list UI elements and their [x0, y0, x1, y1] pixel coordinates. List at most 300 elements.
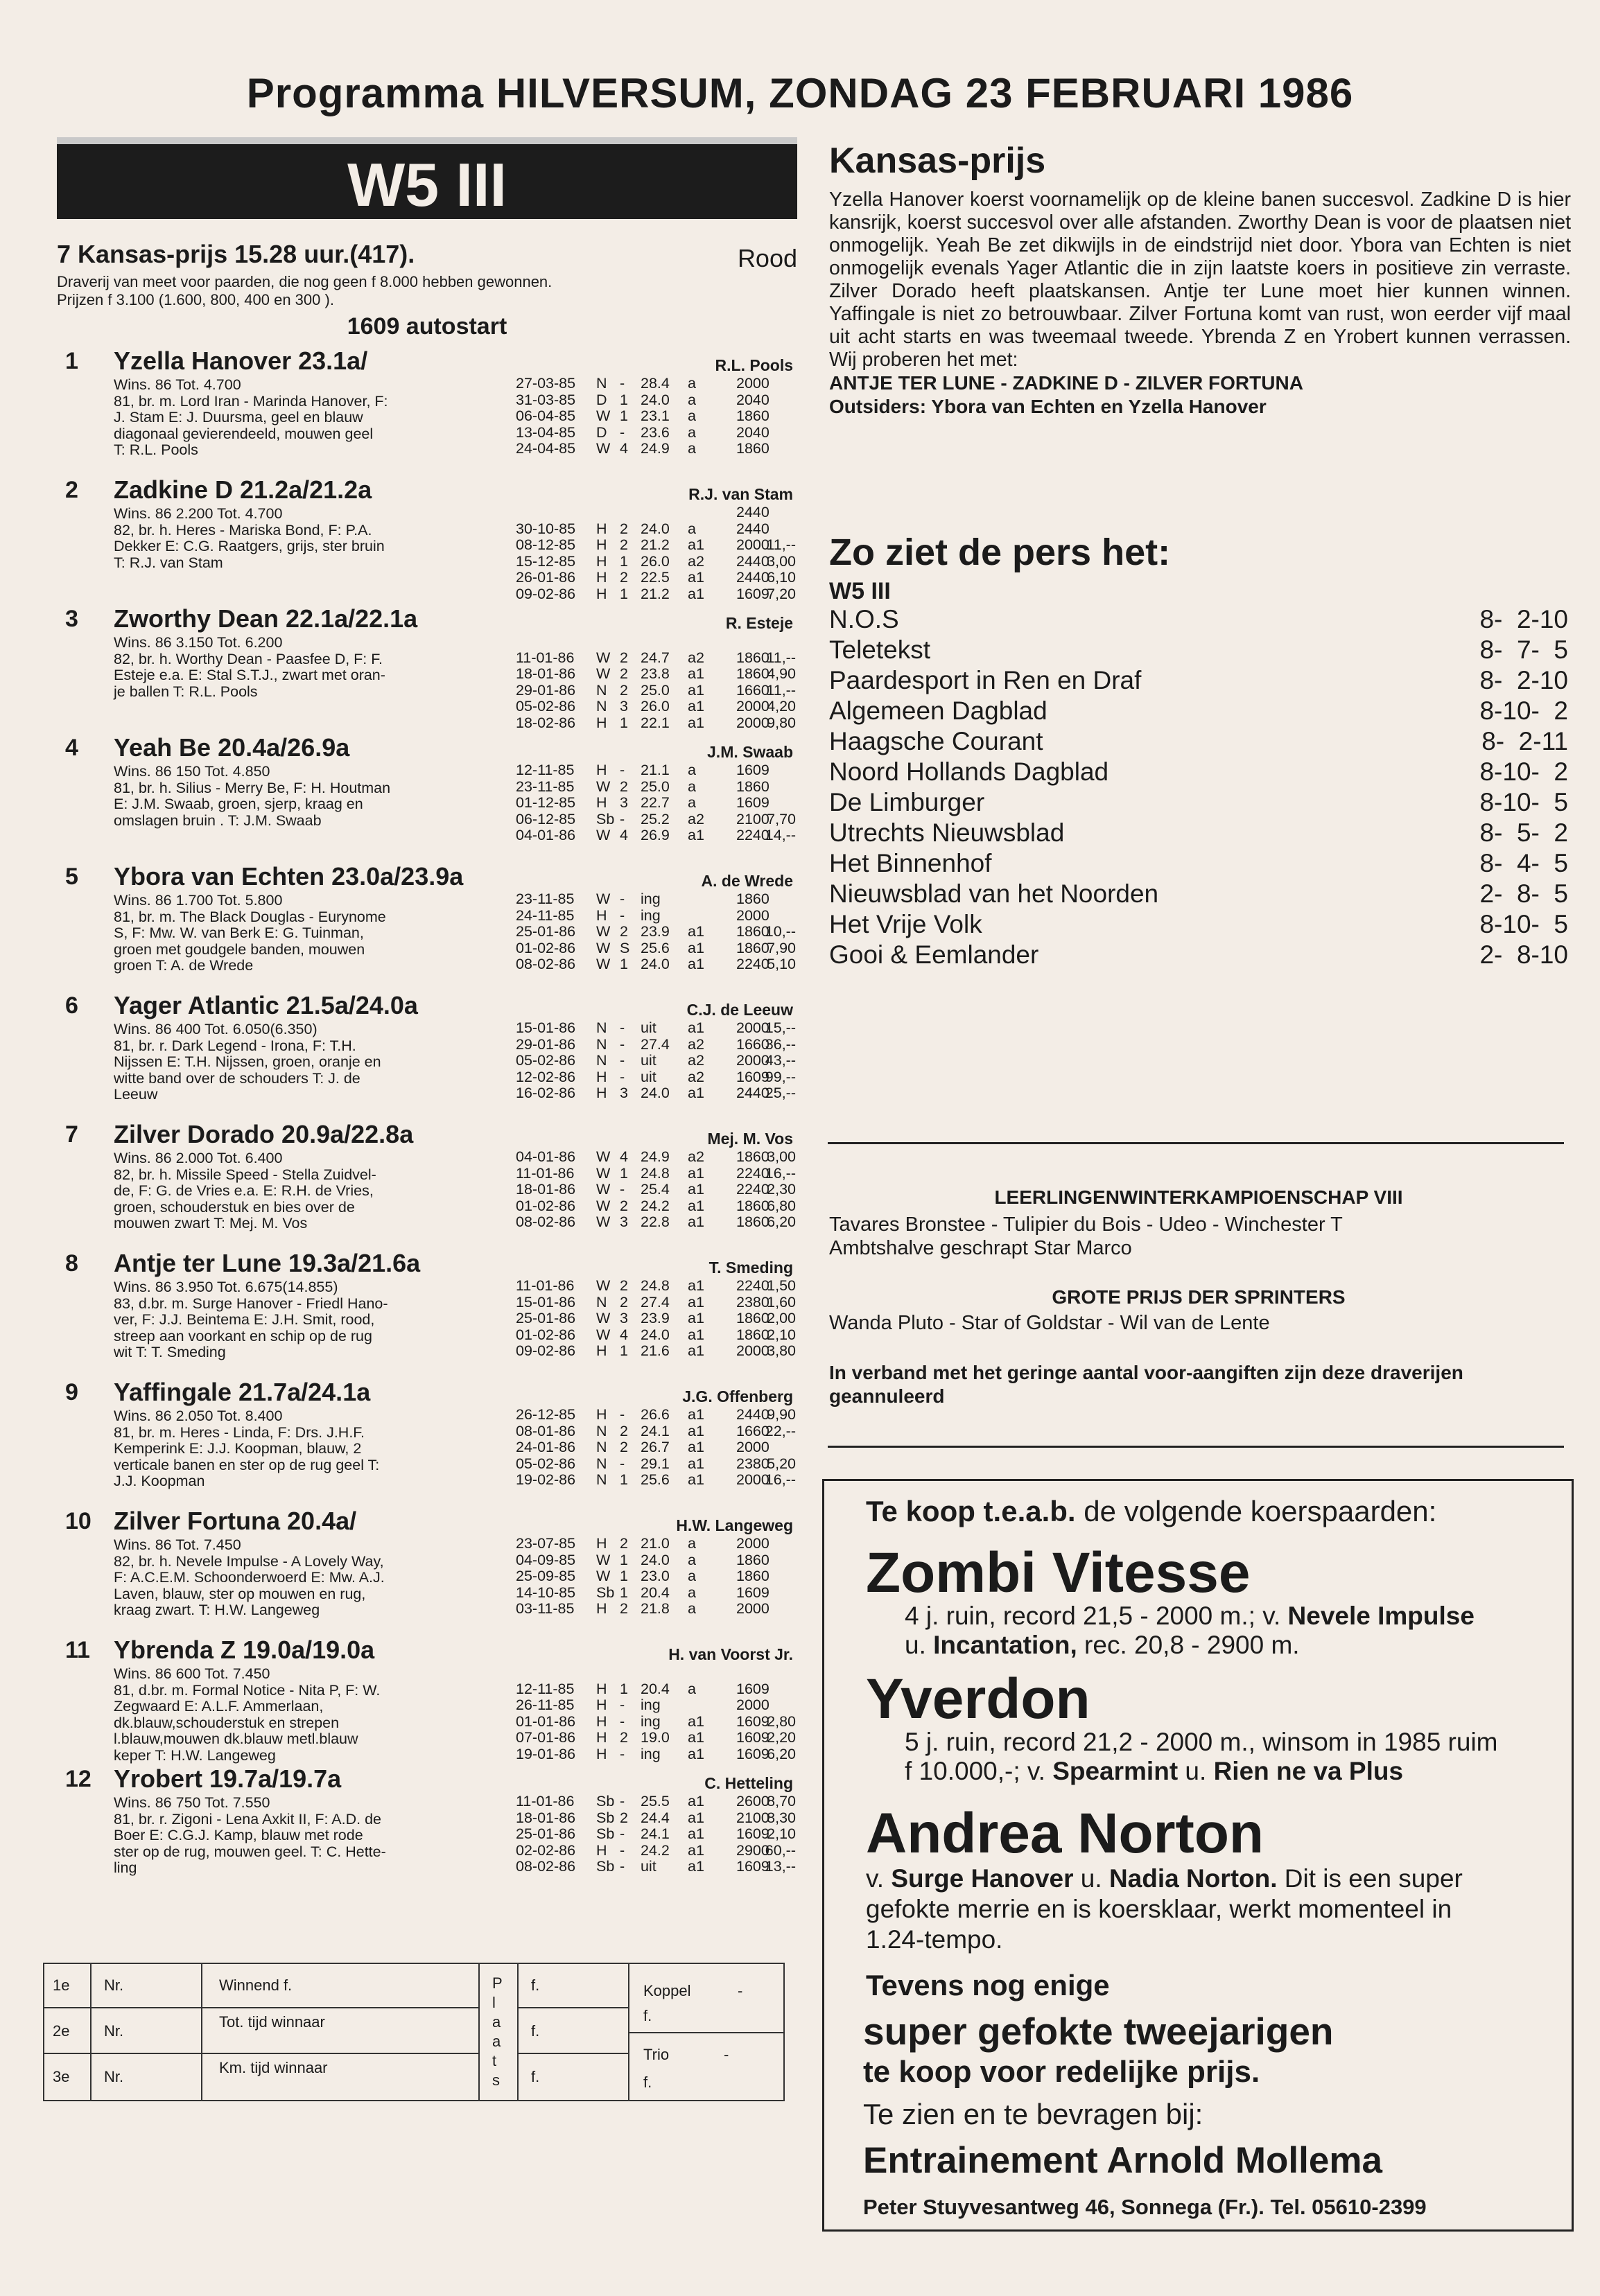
form-cell: 21.2 — [641, 536, 670, 553]
horse-description-line: wit T: T. Smeding — [114, 1344, 226, 1360]
form-cell: a1 — [688, 1729, 704, 1746]
form-cell: W — [596, 408, 611, 424]
f-1: f. — [531, 1977, 540, 1994]
horse-description-line: groen met goudgele banden, mouwen — [114, 940, 365, 958]
form-cell: H — [596, 1535, 607, 1552]
form-cell: 1860 — [736, 440, 769, 457]
form-cell: - — [620, 906, 625, 924]
form-cell: 23.9 — [641, 1310, 670, 1326]
horse-description — [114, 506, 505, 571]
form-cell: 27.4 — [641, 1293, 670, 1311]
form-row — [516, 715, 796, 732]
form-cell: 1 — [620, 956, 628, 972]
form-cell: a1 — [688, 1085, 704, 1101]
form-cell: 24-01-86 — [516, 1439, 576, 1455]
form-cell: 1609 — [736, 1584, 769, 1601]
form-cell: 11,-- — [766, 536, 796, 553]
form-cell: a1 — [688, 1745, 704, 1762]
form-cell: 07-01-86 — [516, 1729, 576, 1746]
form-row — [516, 762, 796, 779]
form-cell: 22.1 — [641, 714, 670, 731]
form-cell: 2000 — [736, 698, 769, 715]
form-cell: - — [620, 1406, 625, 1423]
form-cell: a1 — [688, 1841, 704, 1859]
form-cell: 06-04-85 — [516, 408, 576, 424]
form-row — [516, 827, 796, 844]
ad-dam: Nadia Norton. — [1108, 1864, 1278, 1893]
horse-form — [516, 505, 796, 602]
horse-number: 6 — [65, 992, 78, 1019]
form-cell: 09-02-86 — [516, 585, 576, 602]
form-cell: 05-02-86 — [516, 1052, 576, 1069]
form-cell: a1 — [688, 665, 704, 682]
horse-description — [114, 635, 505, 700]
pers-row — [829, 849, 1571, 879]
form-row — [516, 956, 796, 973]
form-cell: 08-02-86 — [516, 956, 576, 972]
pers-subtitle: W5 III — [829, 578, 891, 604]
pers-tip: 8-10- 5 — [1479, 788, 1568, 816]
horse-description-line: S, F: Mw. W. van Berk E: G. Tuinman, — [114, 924, 364, 941]
horse-form — [516, 891, 796, 973]
trio-f: f. — [643, 2074, 652, 2091]
form-cell: 3 — [620, 1213, 628, 1230]
form-cell: 01-12-85 — [516, 794, 576, 811]
form-cell: 2 — [620, 1277, 628, 1294]
horse-description-line: Wins. 86 750 Tot. 7.550 — [114, 1794, 270, 1811]
form-cell: 25.2 — [641, 810, 670, 827]
form-cell: a — [688, 1680, 696, 1697]
form-cell: a — [688, 762, 696, 778]
form-row — [516, 1407, 796, 1423]
horse-description — [114, 377, 505, 459]
form-cell: 27-03-85 — [516, 375, 576, 392]
form-cell: 05-02-86 — [516, 1455, 576, 1472]
form-cell: 20.4 — [641, 1584, 670, 1601]
form-cell: 2380 — [736, 1293, 769, 1311]
ad-text: u. — [905, 1631, 934, 1659]
horse-description-line: kraag zwart. T: H.W. Langeweg — [114, 1602, 320, 1618]
form-cell: 1 — [620, 408, 628, 424]
form-cell: 19.0 — [641, 1729, 670, 1746]
horse-description-line: Kemperink E: J.J. Koopman, blauw, 2 — [114, 1440, 362, 1457]
form-cell: 02-02-86 — [516, 1841, 576, 1859]
form-cell: N — [596, 1471, 607, 1488]
form-cell: 16,-- — [765, 1164, 796, 1182]
form-row — [516, 1843, 796, 1859]
form-cell: 25.4 — [641, 1181, 670, 1198]
form-cell: a1 — [688, 569, 704, 586]
nr-1: Nr. — [104, 1977, 124, 1994]
form-cell: W — [596, 939, 611, 956]
form-cell: 04-09-85 — [516, 1551, 576, 1568]
horse-number: 2 — [65, 477, 78, 503]
horse-description-line: 81, br. m. Lord Iran - Marinda Hanover, F: — [114, 392, 388, 410]
ad-dam: Rien ne va Plus — [1213, 1757, 1404, 1785]
race-header — [57, 234, 797, 272]
form-cell: 18-01-86 — [516, 1809, 576, 1826]
form-cell: 11-01-86 — [516, 1793, 575, 1809]
form-cell: N — [596, 681, 607, 699]
form-cell: W — [596, 1213, 611, 1230]
horse-description-line: diagonaal gevierendeeld, mouwen geel — [114, 425, 374, 442]
form-cell: H — [596, 1342, 607, 1359]
form-cell: 24.0 — [641, 391, 670, 408]
horse-number: 9 — [65, 1379, 78, 1405]
horse-name: Zworthy Dean 22.1a/22.1a — [114, 604, 418, 633]
form-cell: 2,10 — [767, 1326, 796, 1343]
form-cell: 24.4 — [641, 1809, 670, 1826]
pers-row — [829, 879, 1571, 910]
form-cell: a2 — [688, 1148, 704, 1165]
form-cell: 1 — [620, 1568, 628, 1584]
result-table — [43, 1963, 785, 2101]
page-title: Programma HILVERSUM, ZONDAG 23 FEBRUARI 1986 — [246, 70, 1354, 116]
horse-description-line: Wins. 86 3.150 Tot. 6.200 — [114, 634, 283, 651]
pers-row — [829, 727, 1571, 757]
form-cell: 11-01-86 — [516, 1164, 575, 1182]
horse-description-line: 81, br. h. Silius - Merry Be, F: H. Houtman — [114, 779, 391, 796]
form-cell: 08-01-86 — [516, 1422, 576, 1439]
form-row — [516, 537, 796, 554]
horse-description-line: J.J. Koopman — [114, 1473, 205, 1489]
form-cell: 1660 — [736, 1035, 769, 1053]
form-cell: 20.4 — [641, 1680, 670, 1697]
form-cell: H — [596, 794, 607, 811]
form-cell: 7,70 — [767, 810, 796, 827]
sprinters-title: GROTE PRIJS DER SPRINTERS — [1052, 1286, 1346, 1308]
horse-trainer: C. Hetteling — [704, 1774, 793, 1792]
form-cell: 11-01-86 — [516, 1277, 575, 1294]
form-cell: 25,-- — [765, 1085, 796, 1101]
form-cell: a1 — [688, 681, 704, 699]
form-cell: 25.5 — [641, 1793, 670, 1809]
form-cell: 24-04-85 — [516, 440, 576, 457]
form-row — [516, 683, 796, 699]
form-cell: 2240 — [736, 1277, 769, 1294]
form-cell: 23.8 — [641, 665, 670, 682]
horse-description-line: Zegwaard E: A.L.F. Ammerlaan, — [114, 1698, 324, 1715]
form-cell: 30-10-85 — [516, 520, 576, 537]
form-row — [516, 1020, 796, 1037]
form-cell: H — [596, 906, 607, 924]
form-cell: H — [596, 1600, 607, 1617]
form-cell: 4,20 — [767, 698, 796, 715]
form-row — [516, 1472, 796, 1489]
form-cell: 14-10-85 — [516, 1584, 576, 1601]
form-cell: a1 — [688, 923, 704, 940]
pers-source: Nieuwsblad van het Noorden — [829, 879, 1159, 908]
form-cell: 2000 — [736, 1471, 769, 1488]
form-cell: a2 — [688, 1052, 704, 1069]
pers-source: Het Binnenhof — [829, 849, 992, 877]
horse-number: 1 — [65, 348, 78, 374]
ad-horse-name: Yverdon — [866, 1667, 1090, 1730]
form-cell: 03-11-85 — [516, 1600, 575, 1617]
form-cell: W — [596, 827, 611, 843]
form-cell: 26.0 — [641, 552, 670, 570]
form-cell: a1 — [688, 585, 704, 602]
horse-number: 10 — [65, 1508, 92, 1534]
pers-row — [829, 696, 1571, 727]
horse-name: Ybora van Echten 23.0a/23.9a — [114, 862, 464, 891]
horse-description-line: 82, br. h. Heres - Mariska Bond, F: P.A. — [114, 521, 372, 538]
form-cell: 1609 — [736, 762, 769, 778]
ad-text: Dit is een super — [1277, 1864, 1463, 1893]
form-row — [516, 1730, 796, 1746]
form-row — [516, 1278, 796, 1295]
form-cell: 09-02-86 — [516, 1342, 576, 1359]
form-cell: H — [596, 1697, 607, 1713]
row-divider — [519, 2053, 629, 2054]
form-cell: H — [596, 1068, 607, 1085]
horse-description-line: ster op de rug, mouwen geel. T: C. Hette- — [114, 1843, 386, 1860]
place-1: 1e — [53, 1977, 70, 1994]
pers-source: Paardesport in Ren en Draf — [829, 666, 1142, 694]
form-cell: H — [596, 569, 607, 586]
form-cell: W — [596, 1277, 611, 1294]
horse-description-line: F: A.C.E.M. Schoonderwoerd E: Mw. A.J. — [114, 1569, 385, 1586]
form-row — [516, 1568, 796, 1585]
race-title: 7 Kansas-prijs 15.28 uur.(417). — [57, 240, 415, 268]
ad-address: Peter Stuyvesantweg 46, Sonnega (Fr.). Tel. 05610-2399 — [863, 2195, 1427, 2219]
form-cell: 1 — [620, 391, 628, 408]
horse-entry — [57, 1763, 797, 1892]
form-cell: 2040 — [736, 391, 769, 408]
race-conditions — [57, 273, 797, 309]
horse-description-line: Nijssen E: T.H. Nijssen, groen, oranje en — [114, 1053, 381, 1070]
form-cell: a — [688, 391, 696, 408]
form-row — [516, 1552, 796, 1569]
form-row — [516, 1085, 796, 1102]
form-cell: 01-02-86 — [516, 939, 576, 956]
form-row — [516, 1697, 796, 1714]
form-cell: a1 — [688, 1406, 704, 1423]
form-cell: Sb — [596, 1809, 615, 1826]
form-cell: uit — [641, 1858, 656, 1875]
pers-row — [829, 818, 1571, 849]
form-cell: 12-11-85 — [516, 1680, 575, 1697]
form-cell: 1 — [620, 1471, 628, 1488]
form-cell: W — [596, 891, 611, 907]
ad-intro-rest: de volgende koerspaarden: — [1075, 1495, 1437, 1527]
form-cell: a1 — [688, 1342, 704, 1359]
form-cell: 9,80 — [767, 714, 796, 731]
form-cell: 2,00 — [767, 1310, 796, 1326]
form-row — [516, 1295, 796, 1311]
form-row — [516, 425, 796, 441]
form-cell: 27.4 — [641, 1035, 670, 1053]
form-row — [516, 699, 796, 715]
place-2: 2e — [53, 2022, 70, 2040]
form-row — [516, 1069, 796, 1086]
horse-number: 8 — [65, 1250, 78, 1277]
pers-row — [829, 788, 1571, 818]
form-cell: a1 — [688, 1277, 704, 1294]
ad-horse-info — [905, 1602, 1542, 1660]
form-cell: 29-01-86 — [516, 681, 576, 699]
form-cell: - — [620, 810, 625, 827]
horse-name: Yzella Hanover 23.1a/ — [114, 347, 368, 375]
form-cell: H — [596, 1712, 607, 1730]
form-row — [516, 1198, 796, 1215]
form-cell: 24.2 — [641, 1197, 670, 1214]
horse-trainer: J.M. Swaab — [707, 743, 793, 761]
nr-3: Nr. — [104, 2068, 124, 2085]
place-3: 3e — [53, 2068, 70, 2085]
horse-form — [516, 762, 796, 844]
horse-form — [516, 1407, 796, 1489]
form-cell: 1860 — [736, 1326, 769, 1343]
form-cell: 2440 — [736, 504, 769, 520]
horse-description-line: Wins. 86 2.050 Tot. 8.400 — [114, 1408, 283, 1424]
form-cell: a — [688, 423, 696, 441]
form-row — [516, 1182, 796, 1198]
form-cell: a1 — [688, 1825, 704, 1842]
form-cell: 2000 — [736, 1019, 769, 1036]
form-cell: a2 — [688, 810, 704, 827]
horse-description-line: omslagen bruin . T: J.M. Swaab — [114, 812, 322, 829]
form-cell: - — [620, 1035, 625, 1053]
pers-tip: 8- 2-10 — [1479, 666, 1568, 694]
form-cell: 25-01-86 — [516, 923, 576, 940]
form-row — [516, 376, 796, 392]
horse-form — [516, 1278, 796, 1360]
form-cell: D — [596, 391, 607, 408]
form-cell: ing — [641, 891, 661, 907]
cancel-note: In verband met het geringe aantal voor-aangiften zijn deze draverijen geannuleerd — [829, 1362, 1463, 1407]
horse-description-line: 82, br. h. Missile Speed - Stella Zuidvel- — [114, 1166, 376, 1183]
form-cell: 1 — [620, 1680, 628, 1697]
tot-tijd-label: Tot. tijd winnaar — [219, 2013, 325, 2031]
horse-description-line: dk.blauw,schouderstuk en strepen — [114, 1714, 340, 1731]
form-row — [516, 1859, 796, 1875]
form-cell: H — [596, 520, 607, 537]
form-cell: 22,-- — [765, 1422, 796, 1439]
horse-description-line: Wins. 86 400 Tot. 6.050(6.350) — [114, 1021, 318, 1037]
form-cell: 19-02-86 — [516, 1471, 576, 1488]
form-cell: 1860 — [736, 1551, 769, 1568]
form-cell: a1 — [688, 1213, 704, 1230]
horse-trainer: R. Esteje — [725, 614, 793, 632]
form-row — [516, 1585, 796, 1602]
form-cell: 15-01-86 — [516, 1293, 576, 1311]
form-cell: N — [596, 1439, 607, 1455]
form-cell: 1609 — [736, 585, 769, 602]
form-cell: 2000 — [736, 375, 769, 392]
form-cell: H — [596, 552, 607, 570]
form-row — [516, 1601, 796, 1618]
form-row — [516, 1214, 796, 1231]
form-cell: 1 — [620, 585, 628, 602]
horse-description-line: 81, br. m. Heres - Linda, F: Drs. J.H.F. — [114, 1423, 365, 1441]
form-cell: H — [596, 714, 607, 731]
form-cell: 21.2 — [641, 585, 670, 602]
form-cell: W — [596, 1148, 611, 1165]
horse-description-line: Wins. 86 2.000 Tot. 6.400 — [114, 1150, 283, 1166]
form-cell: 2000 — [736, 1439, 769, 1455]
form-cell: 2240 — [736, 956, 769, 972]
form-cell: W — [596, 923, 611, 940]
form-cell: 5,10 — [767, 956, 796, 972]
form-row — [516, 1810, 796, 1827]
horse-entry — [57, 1376, 797, 1505]
form-cell: Sb — [596, 1584, 615, 1601]
form-cell: - — [620, 375, 625, 392]
form-cell: W — [596, 440, 611, 457]
form-row — [516, 554, 796, 570]
form-cell: 12-02-86 — [516, 1068, 576, 1085]
horse-description-line: Wins. 86 600 Tot. 7.450 — [114, 1665, 270, 1682]
form-cell: 12-11-85 — [516, 762, 575, 778]
horse-description-line: Wins. 86 1.700 Tot. 5.800 — [114, 892, 283, 909]
horse-description-line: T: R.J. van Stam — [114, 554, 223, 571]
horse-description-line: je ballen T: R.L. Pools — [114, 683, 258, 700]
horse-form — [516, 633, 796, 731]
form-row — [516, 521, 796, 538]
horse-description-line: ver, F: J.J. Beintema E: J.H. Smit, rood, — [114, 1311, 375, 1328]
km-tijd-label: Km. tijd winnaar — [219, 2059, 328, 2076]
pers-source: Het Vrije Volk — [829, 910, 982, 938]
form-cell: 2 — [620, 1535, 628, 1552]
form-cell: 2000 — [736, 906, 769, 924]
form-cell: 1609 — [736, 1825, 769, 1842]
form-row — [516, 570, 796, 586]
form-cell: a1 — [688, 1326, 704, 1343]
form-cell: W — [596, 665, 611, 682]
horse-description-line: 81, d.br. m. Formal Notice - Nita P, F: W. — [114, 1681, 381, 1699]
horse-entry — [57, 474, 797, 603]
form-cell: 23-07-85 — [516, 1535, 576, 1552]
horse-entry — [57, 1119, 797, 1247]
form-row — [516, 812, 796, 828]
form-row — [516, 908, 796, 924]
form-row — [516, 1149, 796, 1166]
horse-entry — [57, 990, 797, 1119]
form-cell: a1 — [688, 1293, 704, 1311]
form-cell: a — [688, 1535, 696, 1552]
form-cell: 2,80 — [767, 1712, 796, 1730]
leerlingen-title: LEERLINGENWINTERKAMPIOENSCHAP VIII — [994, 1186, 1403, 1208]
horse-description-line: verticale banen en ster op de rug geel T: — [114, 1456, 380, 1473]
race-color: Rood — [737, 244, 797, 272]
horse-form — [516, 1794, 796, 1875]
pers-source: De Limburger — [829, 788, 985, 816]
form-cell: 16,-- — [765, 1471, 796, 1488]
leerlingen-line: Tavares Bronstee - Tulipier du Bois - Udeo - Winchester T — [829, 1213, 1343, 1236]
form-cell: 1860 — [736, 1213, 769, 1230]
form-cell: 08-02-86 — [516, 1213, 576, 1230]
form-row — [516, 924, 796, 940]
form-cell: Sb — [596, 1825, 615, 1842]
koppel-dash: - — [738, 1982, 743, 1999]
divider — [828, 1142, 1564, 1144]
form-cell: 26.0 — [641, 698, 670, 715]
form-cell: 2 — [620, 1729, 628, 1746]
horse-entry — [57, 1247, 797, 1376]
form-cell: 1,60 — [767, 1293, 796, 1311]
form-cell: 2440 — [736, 1406, 769, 1423]
form-cell: 2 — [620, 1197, 628, 1214]
horse-description-line: 82, br. h. Worthy Dean - Paasfee D, F: F. — [114, 650, 383, 667]
form-cell: 2 — [620, 536, 628, 553]
form-cell: a2 — [688, 1068, 704, 1085]
ad-text: v. — [866, 1864, 892, 1893]
form-cell: 2 — [620, 520, 628, 537]
horse-description-line: E: J.M. Swaab, groen, sjerp, kraag en — [114, 796, 363, 812]
kansas-title: Kansas-prijs — [829, 141, 1046, 181]
form-cell: H — [596, 536, 607, 553]
